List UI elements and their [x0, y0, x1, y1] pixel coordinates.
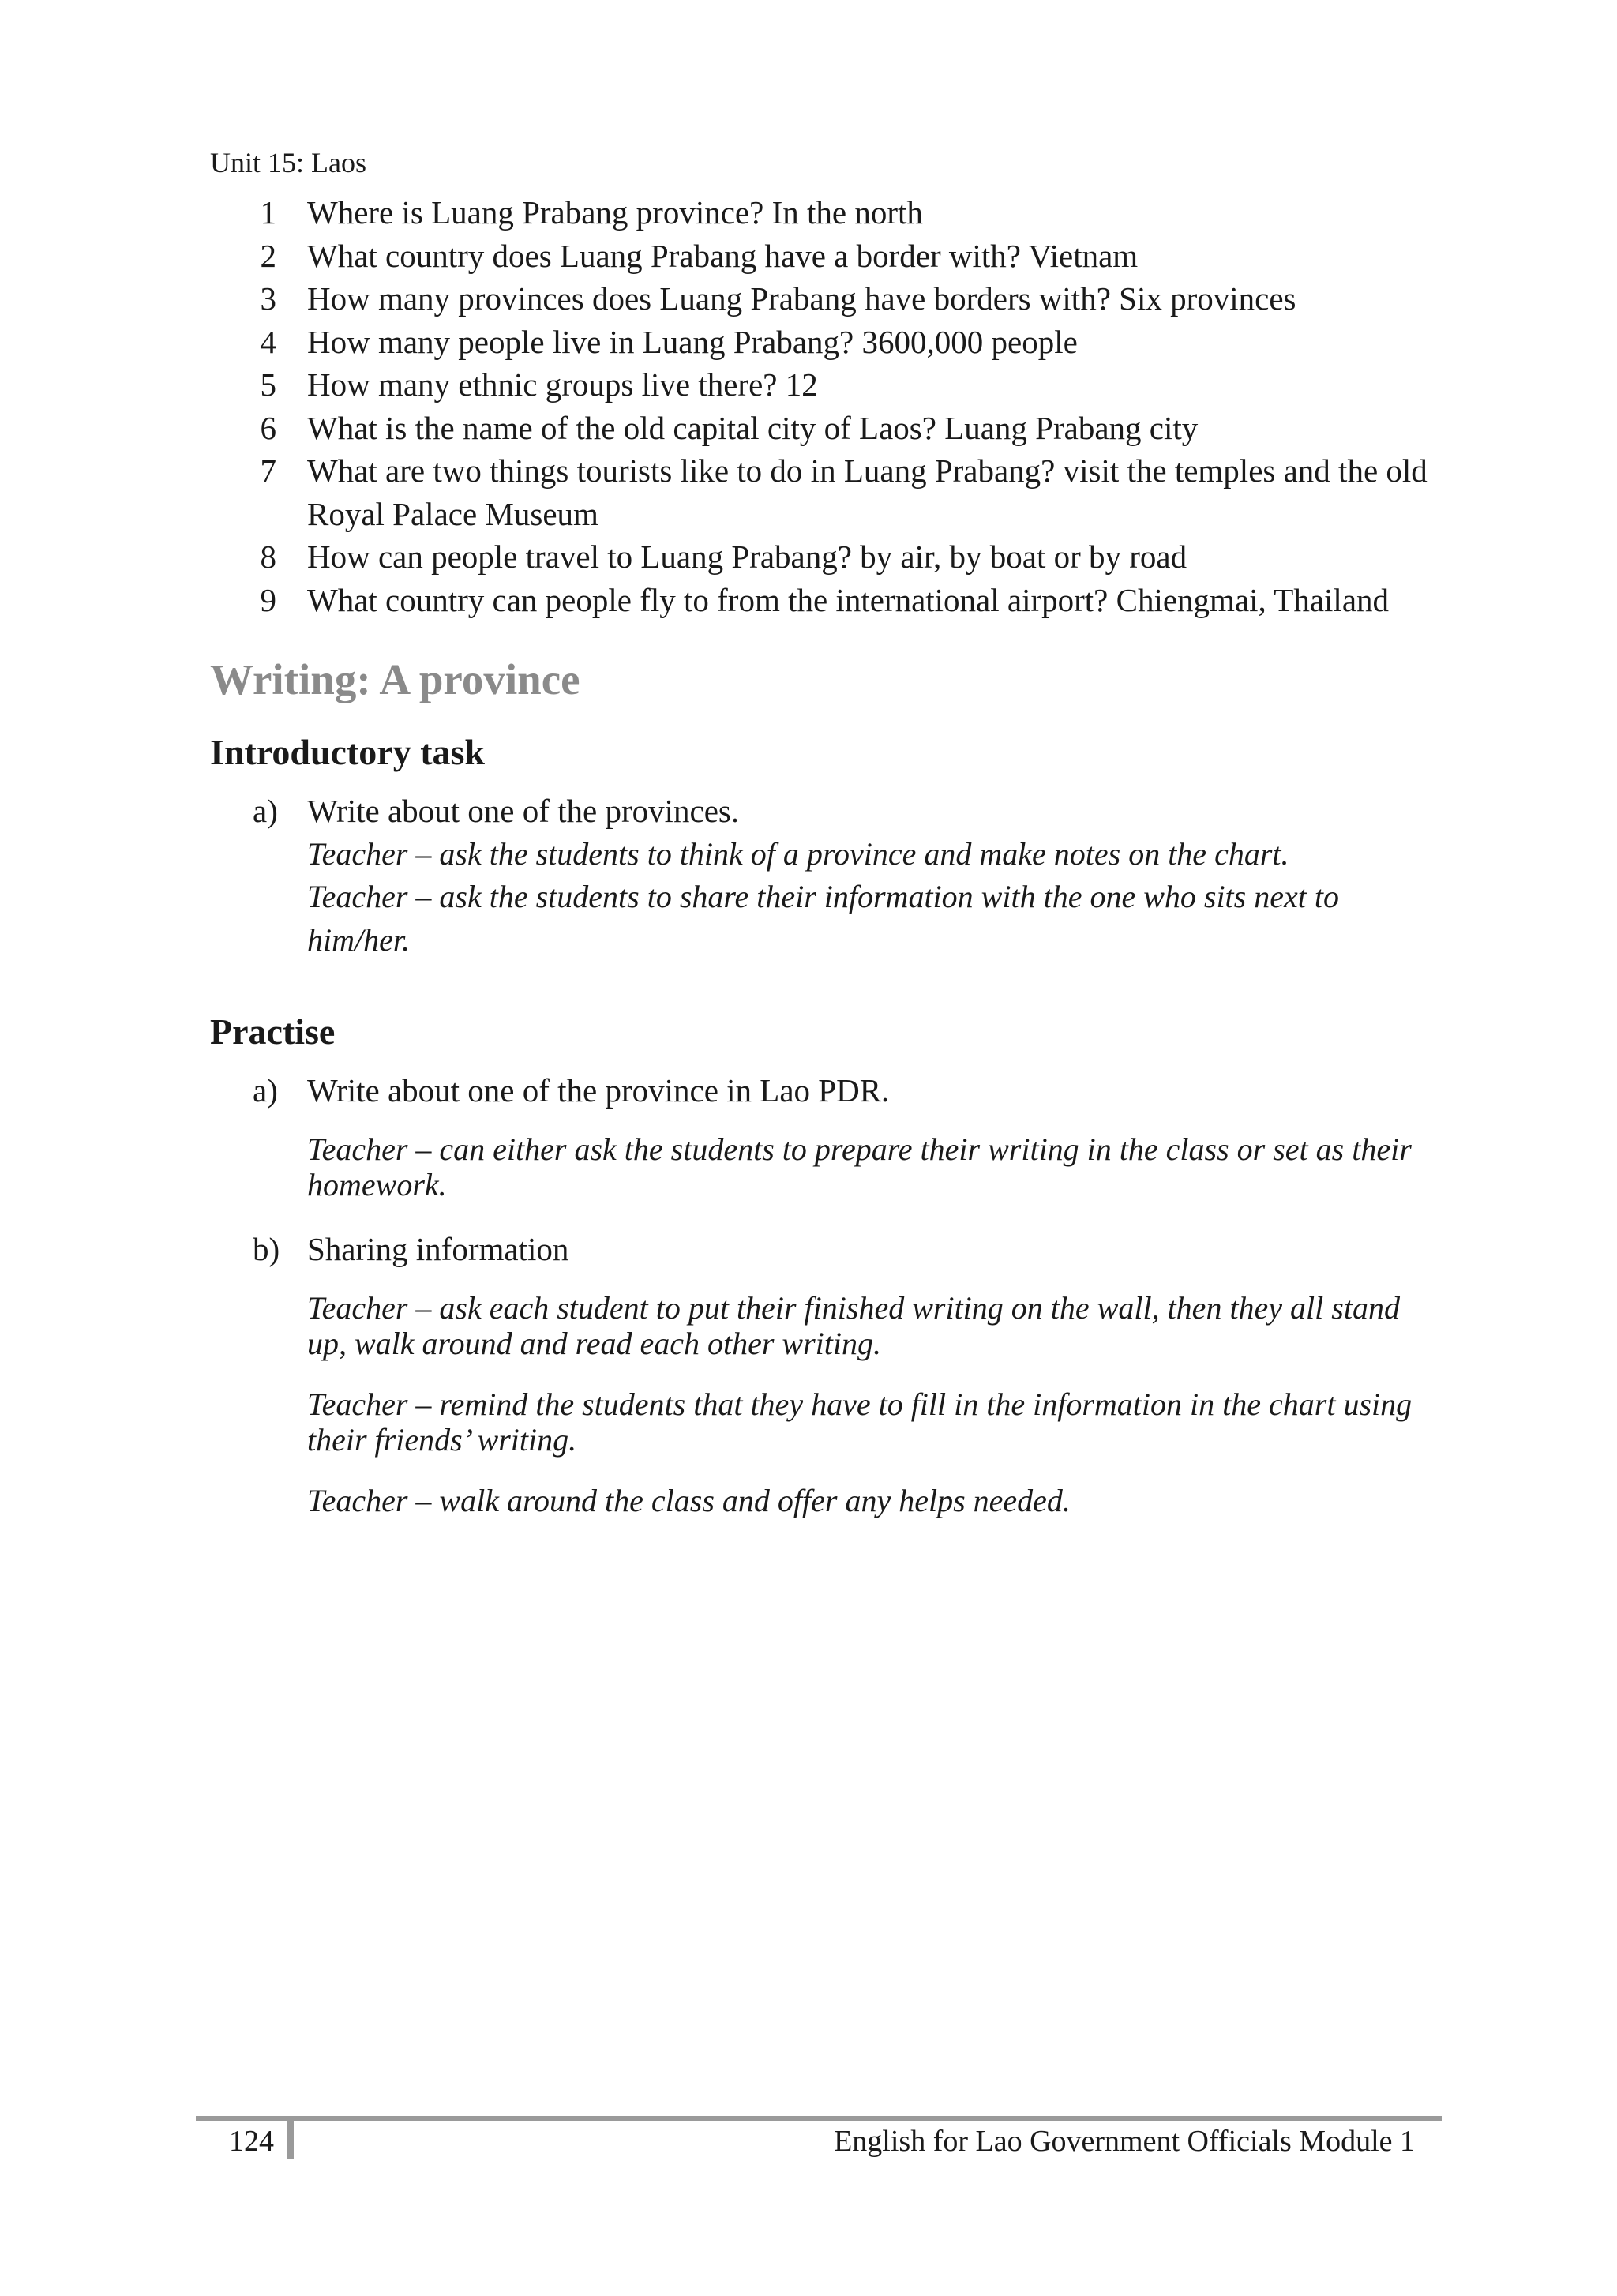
task-text: Sharing information — [307, 1231, 569, 1267]
question-answer-list — [0, 191, 1617, 621]
item-number: 6 — [260, 409, 276, 446]
teacher-note: Teacher – ask each student to put their finished writing on the wall, then they all stand up, walk around and read each other writing. — [307, 1289, 1400, 1361]
item-number: 7 — [260, 452, 276, 489]
task-text: Write about one of the province in Lao PDR. — [307, 1072, 890, 1109]
teacher-note: Teacher – walk around the class and offer any helps needed. — [307, 1482, 1071, 1518]
item-number: 2 — [260, 237, 276, 274]
task-text: Write about one of the provinces. — [307, 793, 740, 829]
task-label: b) — [253, 1231, 280, 1267]
item-text: What country does Luang Prabang have a border with? Vietnam — [307, 237, 1139, 274]
list-item — [0, 234, 1617, 278]
list-item — [0, 363, 1617, 407]
footer-title: English for Lao Government Officials Module 1 — [834, 2125, 1415, 2158]
item-number: 5 — [260, 366, 276, 403]
item-text: Where is Luang Prabang province? In the north — [307, 194, 923, 231]
item-number: 3 — [260, 280, 276, 317]
list-item — [0, 191, 1617, 234]
item-number: 9 — [260, 581, 276, 618]
introductory-task-heading: Introductory task — [210, 732, 486, 772]
footer-rule — [196, 2116, 1442, 2121]
running-head: Unit 15: Laos — [210, 147, 366, 178]
list-item — [0, 407, 1617, 450]
footer-rule-tick — [287, 2116, 294, 2159]
item-text: What is the name of the old capital city of Laos? Luang Prabang city — [307, 409, 1199, 446]
task-label: a) — [253, 793, 278, 829]
list-item — [0, 535, 1617, 579]
list-item — [0, 321, 1617, 364]
introductory-task-a — [0, 790, 1617, 962]
item-number: 8 — [260, 538, 276, 575]
item-number: 1 — [260, 194, 276, 231]
teacher-note: Teacher – can either ask the students to prepare their writing in the class or set as their homework. — [307, 1131, 1412, 1202]
item-text: How can people travel to Luang Prabang? by air, by boat or by road — [307, 538, 1187, 575]
practise-task-b — [0, 1228, 1617, 1518]
list-item — [0, 579, 1617, 622]
list-item — [0, 449, 1617, 535]
item-text: What country can people fly to from the international airport? Chiengmai, Thailand — [307, 581, 1390, 618]
teacher-note: Teacher – remind the students that they have to fill in the information in the chart using their friends’ writing. — [307, 1386, 1413, 1458]
page-number: 124 — [229, 2125, 274, 2158]
item-text: How many provinces does Luang Prabang have borders with? Six provinces — [307, 280, 1296, 317]
practise-task-a — [0, 1069, 1617, 1202]
item-text: How many people live in Luang Prabang? 3600,000 people — [307, 323, 1078, 360]
item-text: How many ethnic groups live there? 12 — [307, 366, 818, 403]
teacher-note: Teacher – ask the students to think of a province and make notes on the chart. — [307, 835, 1289, 872]
item-text: What are two things tourists like to do in Luang Prabang? visit the temples and the old Royal Palace Museum — [307, 452, 1428, 532]
task-label: a) — [253, 1072, 278, 1109]
item-number: 4 — [260, 323, 276, 360]
teacher-note: Teacher – ask the students to share their information with the one who sits next to him/her. — [307, 879, 1339, 958]
list-item — [0, 277, 1617, 321]
section-title: Writing: A province — [210, 655, 580, 703]
practise-heading: Practise — [210, 1011, 336, 1052]
